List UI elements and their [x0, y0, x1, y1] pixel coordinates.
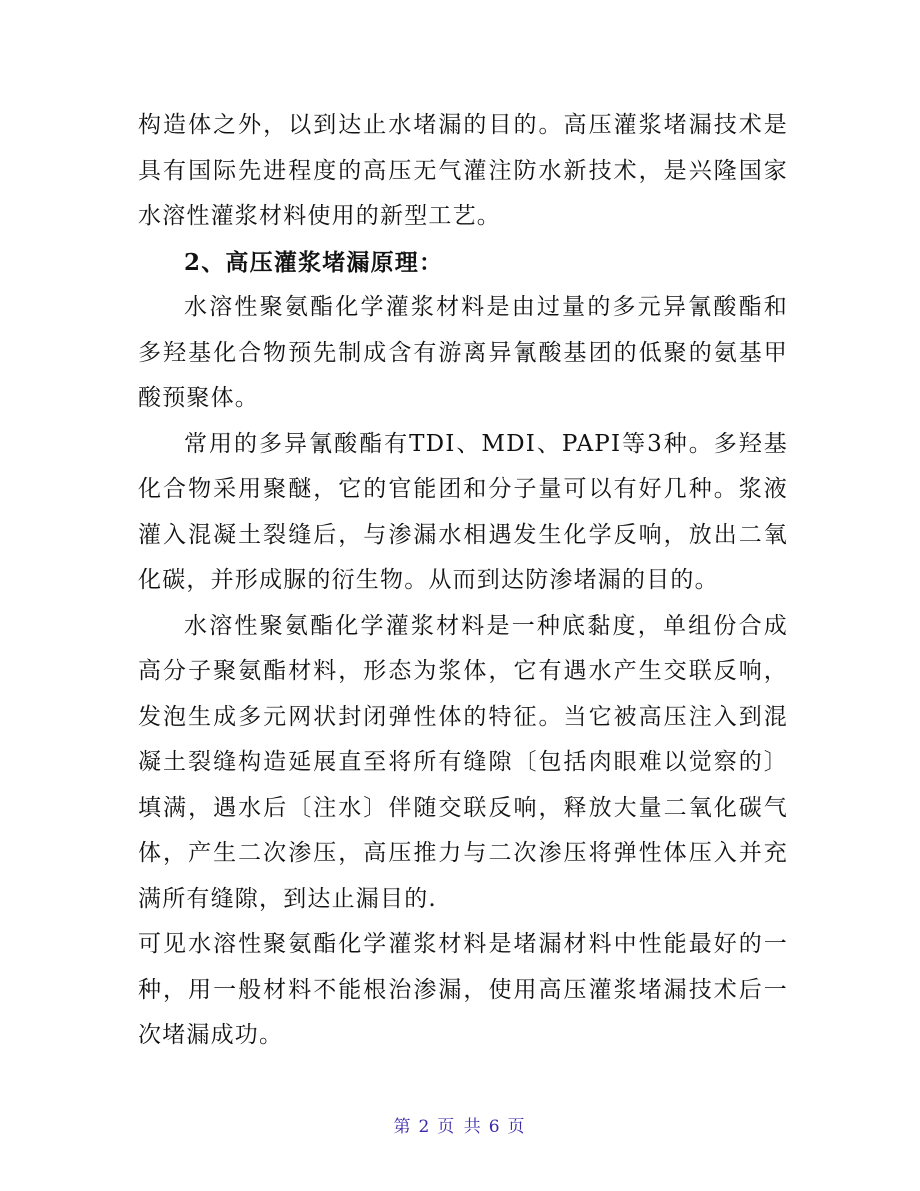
footer-middle: 页 共 [437, 1117, 483, 1137]
page-footer [0, 1112, 920, 1137]
paragraph-common-isocyanates: 常用的多异氰酸酯有TDI、MDI、PAPI等3种。多羟基化合物采用聚醚，它的官能团和分子量可以有好几种。浆液灌入混凝土裂缝后，与渗漏水相遇发生化学反响，放出二氧化碳，并形成脲的衍生物。从而到达防渗堵漏的目的。 [138, 430, 788, 593]
footer-prefix: 第 [393, 1117, 413, 1137]
section-heading: 2、高压灌浆堵漏原理： [184, 248, 444, 276]
document-body [138, 103, 788, 1059]
footer-current-page: 2 [418, 1117, 432, 1137]
footer-suffix: 页 [507, 1117, 527, 1137]
footer-total-pages: 6 [488, 1117, 502, 1137]
paragraph-material-properties: 水溶性聚氨酯化学灌浆材料是一种底黏度，单组份合成高分子聚氨酯材料，形态为浆体，它有遇水产生交联反响，发泡生成多元网状封闭弹性体的特征。当它被高压注入到混凝土裂缝构造延展直至将所有缝隙〔包括肉眼难以觉察的〕填满，遇水后〔注水〕伴随交联反响，释放大量二氧化碳气体，产生二次渗压，高压推力与二次渗压将弹性体压入并充满所有缝隙，到达止漏目的. [138, 612, 788, 912]
paragraph-intro-continued: 构造体之外，以到达止水堵漏的目的。高压灌浆堵漏技术是具有国际先进程度的高压无气灌注防水新技术，是兴隆国家水溶性灌浆材料使用的新型工艺。 [138, 112, 788, 229]
paragraph-conclusion: 可见水溶性聚氨酯化学灌浆材料是堵漏材料中性能最好的一种，用一般材料不能根治渗漏，使用高压灌浆堵漏技术后一次堵漏成功。 [138, 931, 788, 1048]
paragraph-material-definition: 水溶性聚氨酯化学灌浆材料是由过量的多元异氰酸酯和多羟基化合物预先制成含有游离异氰酸基团的低聚的氨基甲酸预聚体。 [138, 294, 788, 411]
